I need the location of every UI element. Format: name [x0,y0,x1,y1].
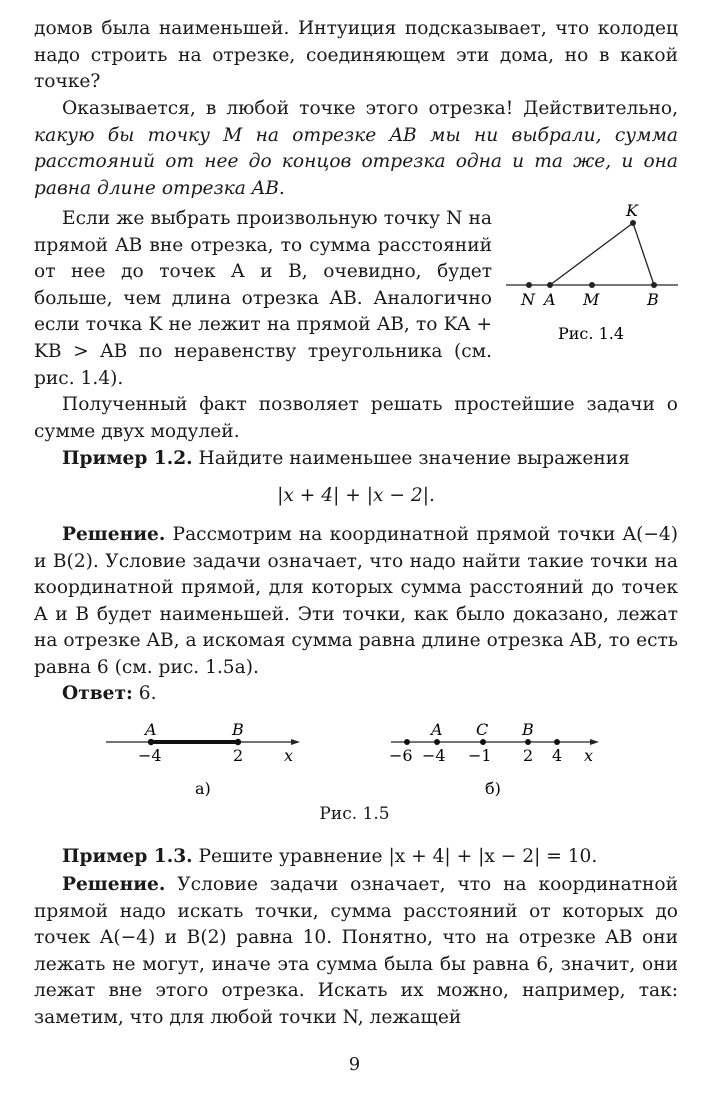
paragraph-outside-segment: Если же выбрать произвольную точку N на прямой AB вне отрезка, то сумма расстояний от нее до точек A и B, очевидно, будет больше, чем длина отрезка AB. Аналогично если точка K не лежит на прямой AB, то KA + KB > AB по неравенству треугольника (см. рис. 1.4). [34,208,492,389]
paragraph-any-point: Оказывается, в любой точке этого отрезка! Действительно, какую бы точку M на отрезке AB мы ни выбрали, сумма расстояний от нее до концов отрезка одна и та же, и она равна длине отрезка AB. [34,98,678,199]
paragraph-intro: домов была наименьшей. Интуиция подсказывает, что колодец надо строить на отрезке, соединяющем эти дома, но в какой точке? [34,18,678,93]
point-n [526,282,532,288]
example-1-3: Пример 1.3. Решите уравнение |x + 4| + |x − 2| = 10. [62,846,598,867]
point-a [547,282,553,288]
paragraph-fact: Полученный факт позволяет решать простейшие задачи о сумме двух модулей. [34,394,678,442]
tick-label-minus4-5b: −4 [422,746,446,765]
label-a-5a: A [145,720,157,739]
example-1-2: Пример 1.2. Найдите наименьшее значение выражения [62,448,630,469]
tick-label-2-5a: 2 [233,746,244,765]
formula-1-2: |x + 4| + |x − 2|. [277,485,435,506]
sublabel-b: б) [485,779,501,798]
tick-label-minus4-5a: −4 [138,746,162,765]
label-b-5a: B [232,720,244,739]
page-number: 9 [348,1054,361,1075]
point-k [630,220,636,226]
label-n: N [521,290,535,309]
point-4-5b [554,739,560,745]
point-m [589,282,595,288]
sublabel-a: а) [195,779,211,798]
answer-1-2: Ответ: 6. [62,683,157,704]
tick-label-minus6-5b: −6 [389,746,413,765]
solution-1-2: Решение. Рассмотрим на координатной прямой точки A(−4) и B(2). Условие задачи означает, что надо найти такие точки на координатной прямой, для которых сумма расстояний до точек A и B будет наименьшей. Эти точки, как было доказано, лежат на отрезке AB, а искомая сумма равна длине отрезка AB, то есть равна 6 (см. рис. 1.5а). [34,524,678,678]
segment-kb [633,223,654,285]
figure-1-5a [100,715,310,800]
figure-1-4-caption: Рис. 1.4 [558,324,625,343]
label-b: B [647,290,659,309]
axis-label-x-5b: x [584,746,594,765]
point-b-5a [235,739,241,745]
point-c-5b [480,739,486,745]
label-c-5b: C [476,720,489,739]
label-a: A [544,290,556,309]
tick-label-minus1-5b: −1 [468,746,492,765]
tick-label-4-5b: 4 [552,746,563,765]
figure-1-4 [506,196,696,346]
solution-1-3: Решение. Условие задачи означает, что на координатной прямой надо искать точки, сумма расстояний от которых до точек A(−4) и B(2) равна 10. Понятно, что на отрезке AB они лежать не могут, иначе эта сумма была бы равна 6, значит, они лежат вне этого отрезка. Искать их можно, например, так: заметим, что для любой точки N, лежащей [34,874,678,1028]
label-k: K [626,201,638,220]
point-b-5b [525,739,531,745]
point-minus6-5b [404,739,410,745]
segment-ak [550,223,633,285]
tick-label-2-5b: 2 [523,746,534,765]
point-a-5a [148,739,154,745]
label-m: M [583,290,600,309]
point-a-5b [434,739,440,745]
figure-1-5b [385,715,610,800]
axis-arrow-a [291,739,300,745]
label-a-5b: A [431,720,443,739]
label-b-5b: B [522,720,534,739]
figure-1-5-caption: Рис. 1.5 [319,804,390,824]
axis-label-x-5a: x [284,746,294,765]
axis-arrow-b [590,739,599,745]
point-b [651,282,657,288]
